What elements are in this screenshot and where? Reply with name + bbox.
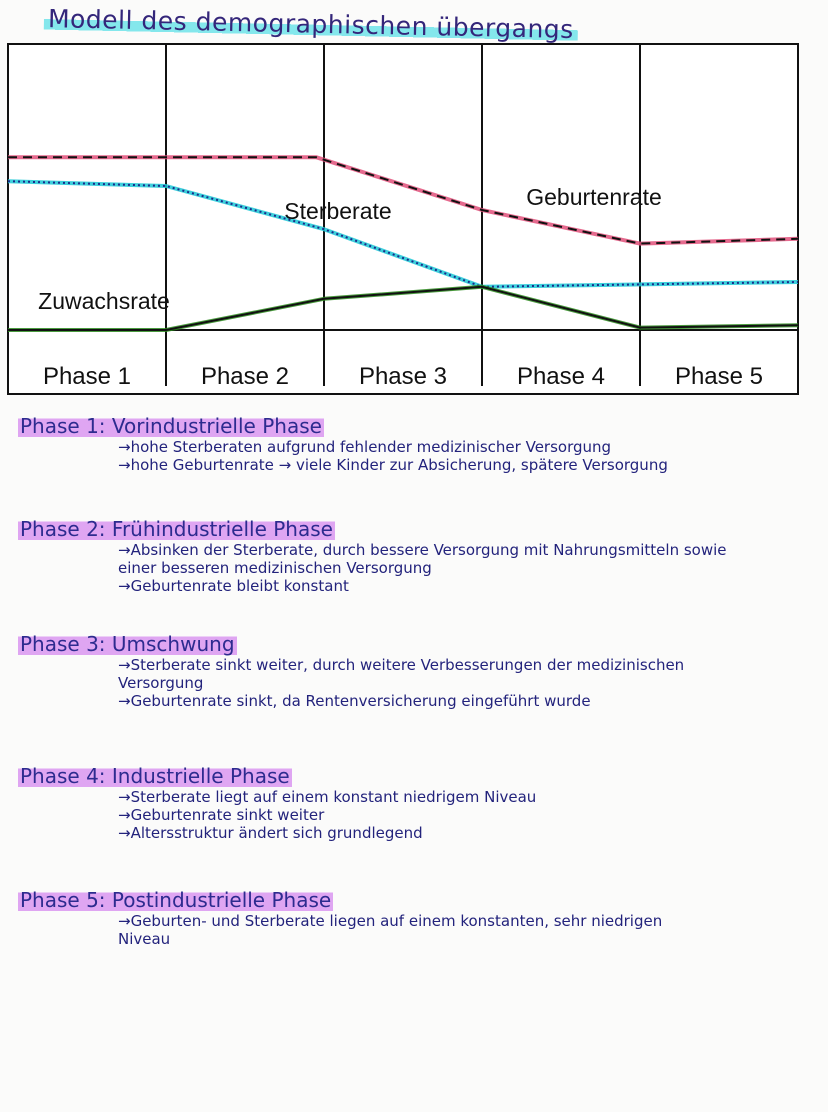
series-label: Zuwachsrate <box>38 288 170 314</box>
note-bullets <box>18 788 536 842</box>
note-bullet: →hohe Geburtenrate → viele Kinder zur Absicherung, spätere Versorgung <box>118 456 668 474</box>
note-bullet: →Geburtenrate sinkt weiter <box>118 806 325 824</box>
note-heading: Phase 3: Umschwung <box>20 632 235 656</box>
note-bullet: →Absinken der Sterberate, durch bessere Versorgung mit Nahrungsmitteln sowie einer besseren medizinischen Versorgung <box>118 541 727 577</box>
note-bullet: →Altersstruktur ändert sich grundlegend <box>118 824 423 842</box>
note-bullet: →Sterberate liegt auf einem konstant niedrigem Niveau <box>118 788 537 806</box>
note-bullet: →Geburtenrate sinkt, da Rentenversicherung eingeführt wurde <box>118 692 591 710</box>
series-label: Sterberate <box>284 198 392 224</box>
note-phase-3 <box>18 632 758 710</box>
phase-label: Phase 3 <box>358 363 448 390</box>
note-phase-5 <box>18 888 718 948</box>
note-phase-1 <box>18 414 718 474</box>
series-label: Geburtenrate <box>526 184 662 210</box>
note-phase-4 <box>18 764 536 842</box>
note-bullets <box>18 541 758 595</box>
phase-label: Phase 4 <box>516 363 606 390</box>
page-title: Modell des demographischen übergangs <box>44 4 578 44</box>
note-phase-2 <box>18 517 758 595</box>
note-bullet: →Geburten- und Sterberate liegen auf einem konstanten, sehr niedrigen Niveau <box>118 912 663 948</box>
note-heading: Phase 5: Postindustrielle Phase <box>20 888 332 912</box>
note-heading: Phase 2: Frühindustrielle Phase <box>20 517 333 541</box>
note-bullets <box>18 656 758 710</box>
phase-label: Phase 5 <box>674 363 764 390</box>
phase-label: Phase 1 <box>42 363 132 390</box>
note-bullets <box>18 438 718 474</box>
note-bullet: →hohe Sterberaten aufgrund fehlender medizinischer Versorgung <box>118 438 612 456</box>
note-bullet: →Sterberate sinkt weiter, durch weitere Verbesserungen der medizinischen Versorgung <box>118 656 685 692</box>
note-bullets <box>18 912 718 948</box>
note-bullet: →Geburtenrate bleibt konstant <box>118 577 349 595</box>
phase-label: Phase 2 <box>200 363 290 390</box>
note-heading: Phase 1: Vorindustrielle Phase <box>20 414 322 438</box>
note-heading: Phase 4: Industrielle Phase <box>20 764 290 788</box>
